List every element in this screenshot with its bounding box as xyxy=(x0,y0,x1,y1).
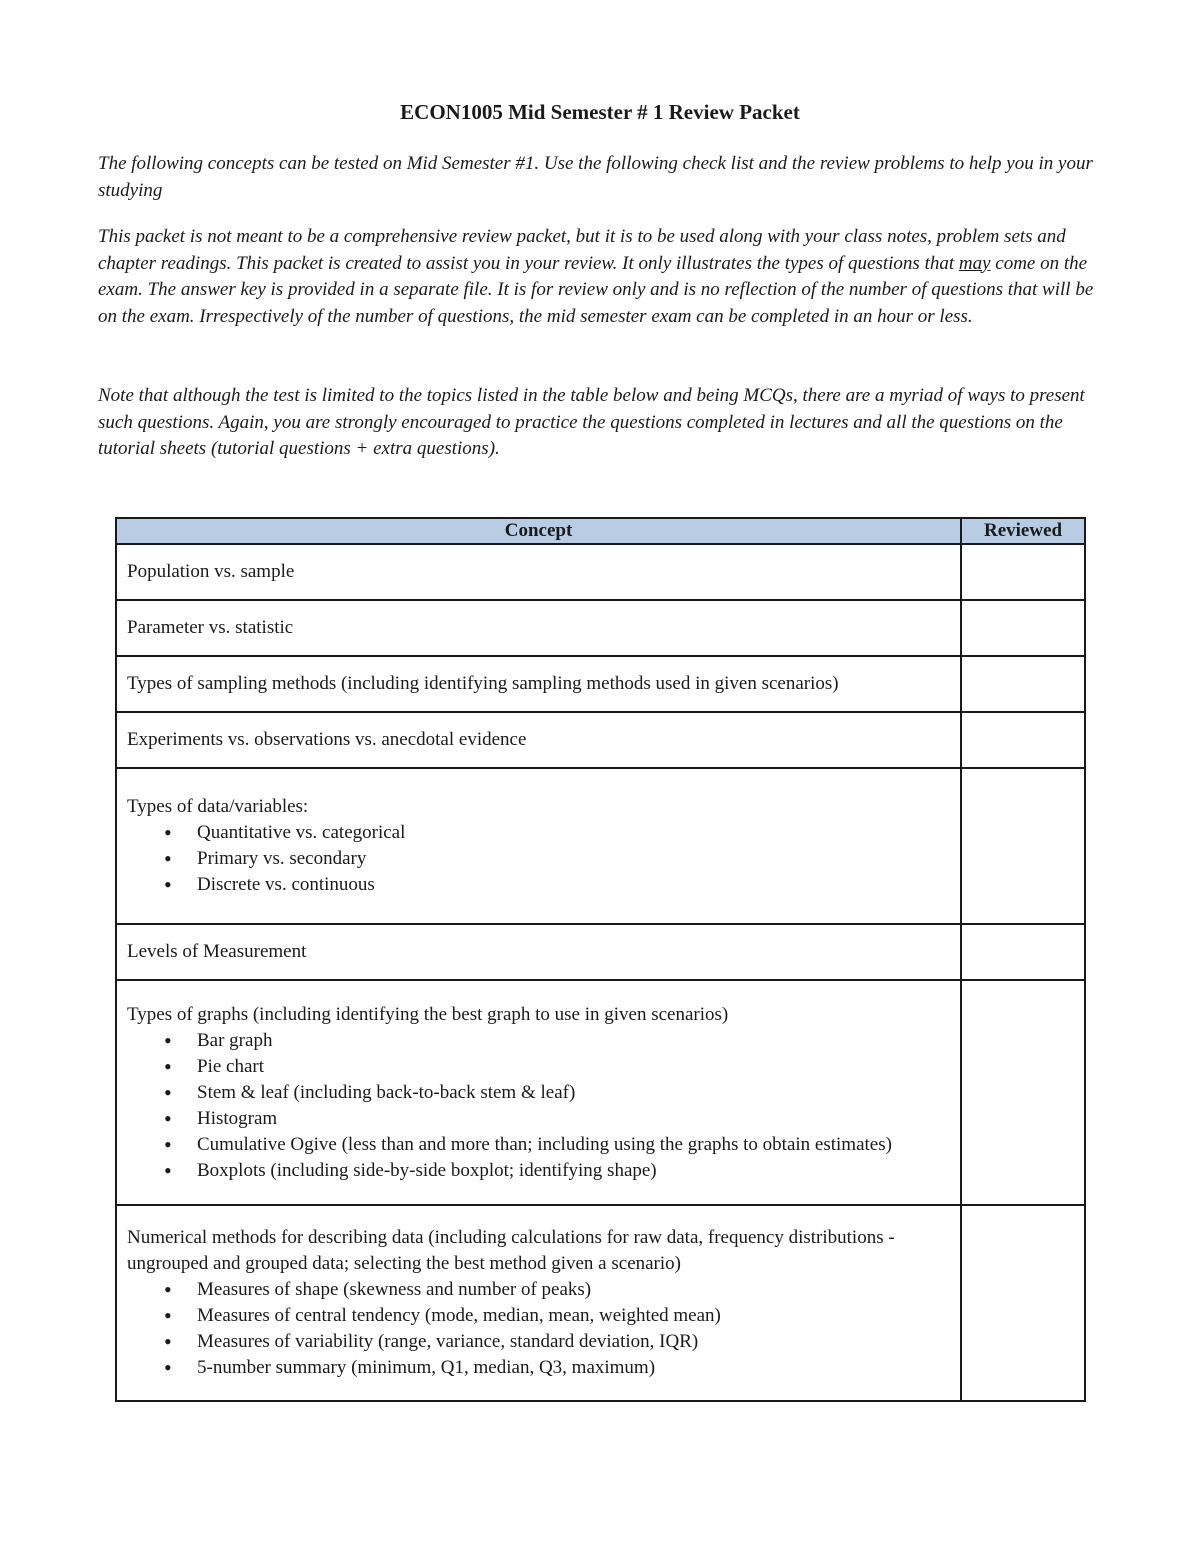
list-item: • Bar graph xyxy=(197,1028,950,1054)
concept-cell xyxy=(116,1205,961,1401)
reviewed-cell[interactable] xyxy=(961,656,1085,712)
concept-sublist xyxy=(127,820,950,898)
header-reviewed: Reviewed xyxy=(961,518,1085,544)
concept-cell xyxy=(116,768,961,924)
list-item: • Measures of central tendency (mode, median, mean, weighted mean) xyxy=(197,1303,950,1329)
intro-paragraph-1: The following concepts can be tested on Mid Semester #1. Use the following check list and the review problems to help you in your studying xyxy=(98,153,1093,201)
reviewed-cell[interactable] xyxy=(961,924,1085,980)
reviewed-cell[interactable] xyxy=(961,768,1085,924)
list-item: • Discrete vs. continuous xyxy=(197,872,950,898)
table-row xyxy=(116,712,1085,768)
reviewed-cell[interactable] xyxy=(961,1205,1085,1401)
concept-cell xyxy=(116,980,961,1205)
list-item: • Measures of variability (range, variance, standard deviation, IQR) xyxy=(197,1329,950,1355)
list-item: • Measures of shape (skewness and number of peaks) xyxy=(197,1277,950,1303)
concept-checklist-table xyxy=(115,517,1086,1402)
list-item: • Cumulative Ogive (less than and more than; including using the graphs to obtain estimates) xyxy=(197,1132,950,1158)
concept-sublist xyxy=(127,1028,950,1184)
table-row xyxy=(116,656,1085,712)
concept-cell: Parameter vs. statistic xyxy=(116,600,961,656)
table-row xyxy=(116,924,1085,980)
reviewed-cell[interactable] xyxy=(961,544,1085,600)
list-item: • Primary vs. secondary xyxy=(197,846,950,872)
concept-cell: Types of sampling methods (including identifying sampling methods used in given scenarios) xyxy=(116,656,961,712)
list-item: • Histogram xyxy=(197,1106,950,1132)
page-title: ECON1005 Mid Semester # 1 Review Packet xyxy=(400,100,800,124)
list-item: • Pie chart xyxy=(197,1054,950,1080)
reviewed-cell[interactable] xyxy=(961,712,1085,768)
concept-sublist xyxy=(127,1277,950,1381)
reviewed-cell[interactable] xyxy=(961,600,1085,656)
list-item: • Quantitative vs. categorical xyxy=(197,820,950,846)
table-row xyxy=(116,600,1085,656)
concept-heading: Types of graphs (including identifying the best graph to use in given scenarios) xyxy=(127,1003,729,1025)
table-row xyxy=(116,1205,1085,1401)
list-item: • Stem & leaf (including back-to-back stem & leaf) xyxy=(197,1080,950,1106)
concept-cell: Population vs. sample xyxy=(116,544,961,600)
intro-paragraph-2-part-a: This packet is not meant to be a comprehensive review packet, but it is to be used along with your class notes, problem sets and chapter readings. This packet is created to assist you in your review. It only illustrates the types of questions that xyxy=(98,226,1066,274)
header-concept: Concept xyxy=(116,518,961,544)
table-row xyxy=(116,768,1085,924)
concept-cell: Experiments vs. observations vs. anecdotal evidence xyxy=(116,712,961,768)
concept-heading: Types of data/variables: xyxy=(127,796,309,817)
table-row xyxy=(116,544,1085,600)
concept-cell: Levels of Measurement xyxy=(116,924,961,980)
list-item: • 5-number summary (minimum, Q1, median, Q3, maximum) xyxy=(197,1355,950,1381)
table-header-row xyxy=(116,518,1085,544)
intro-paragraph-2 xyxy=(98,224,1108,330)
reviewed-cell[interactable] xyxy=(961,980,1085,1205)
intro-paragraph-2-part-b: come on the exam. The answer key is provided in a separate file. It is for review only and is no reflection of the number of questions that will be on the exam. Irrespectively of the number of questions, the mid semester exam can be completed in an hour or less. xyxy=(98,252,1094,327)
intro-paragraph-2-underlined: may xyxy=(958,252,991,274)
list-item: • Boxplots (including side-by-side boxplot; identifying shape) xyxy=(197,1158,950,1184)
concept-heading: Numerical methods for describing data (including calculations for raw data, frequency distributions - ungrouped and grouped data; selecting the best method given a scenario) xyxy=(127,1227,895,1274)
table-row xyxy=(116,980,1085,1205)
intro-paragraph-3: Note that although the test is limited to the topics listed in the table below and being MCQs, there are a myriad of ways to present such questions. Again, you are strongly encouraged to practice the questions completed in lectures and all the questions on the tutorial sheets (tutorial questions + extra questions). xyxy=(98,385,1085,459)
